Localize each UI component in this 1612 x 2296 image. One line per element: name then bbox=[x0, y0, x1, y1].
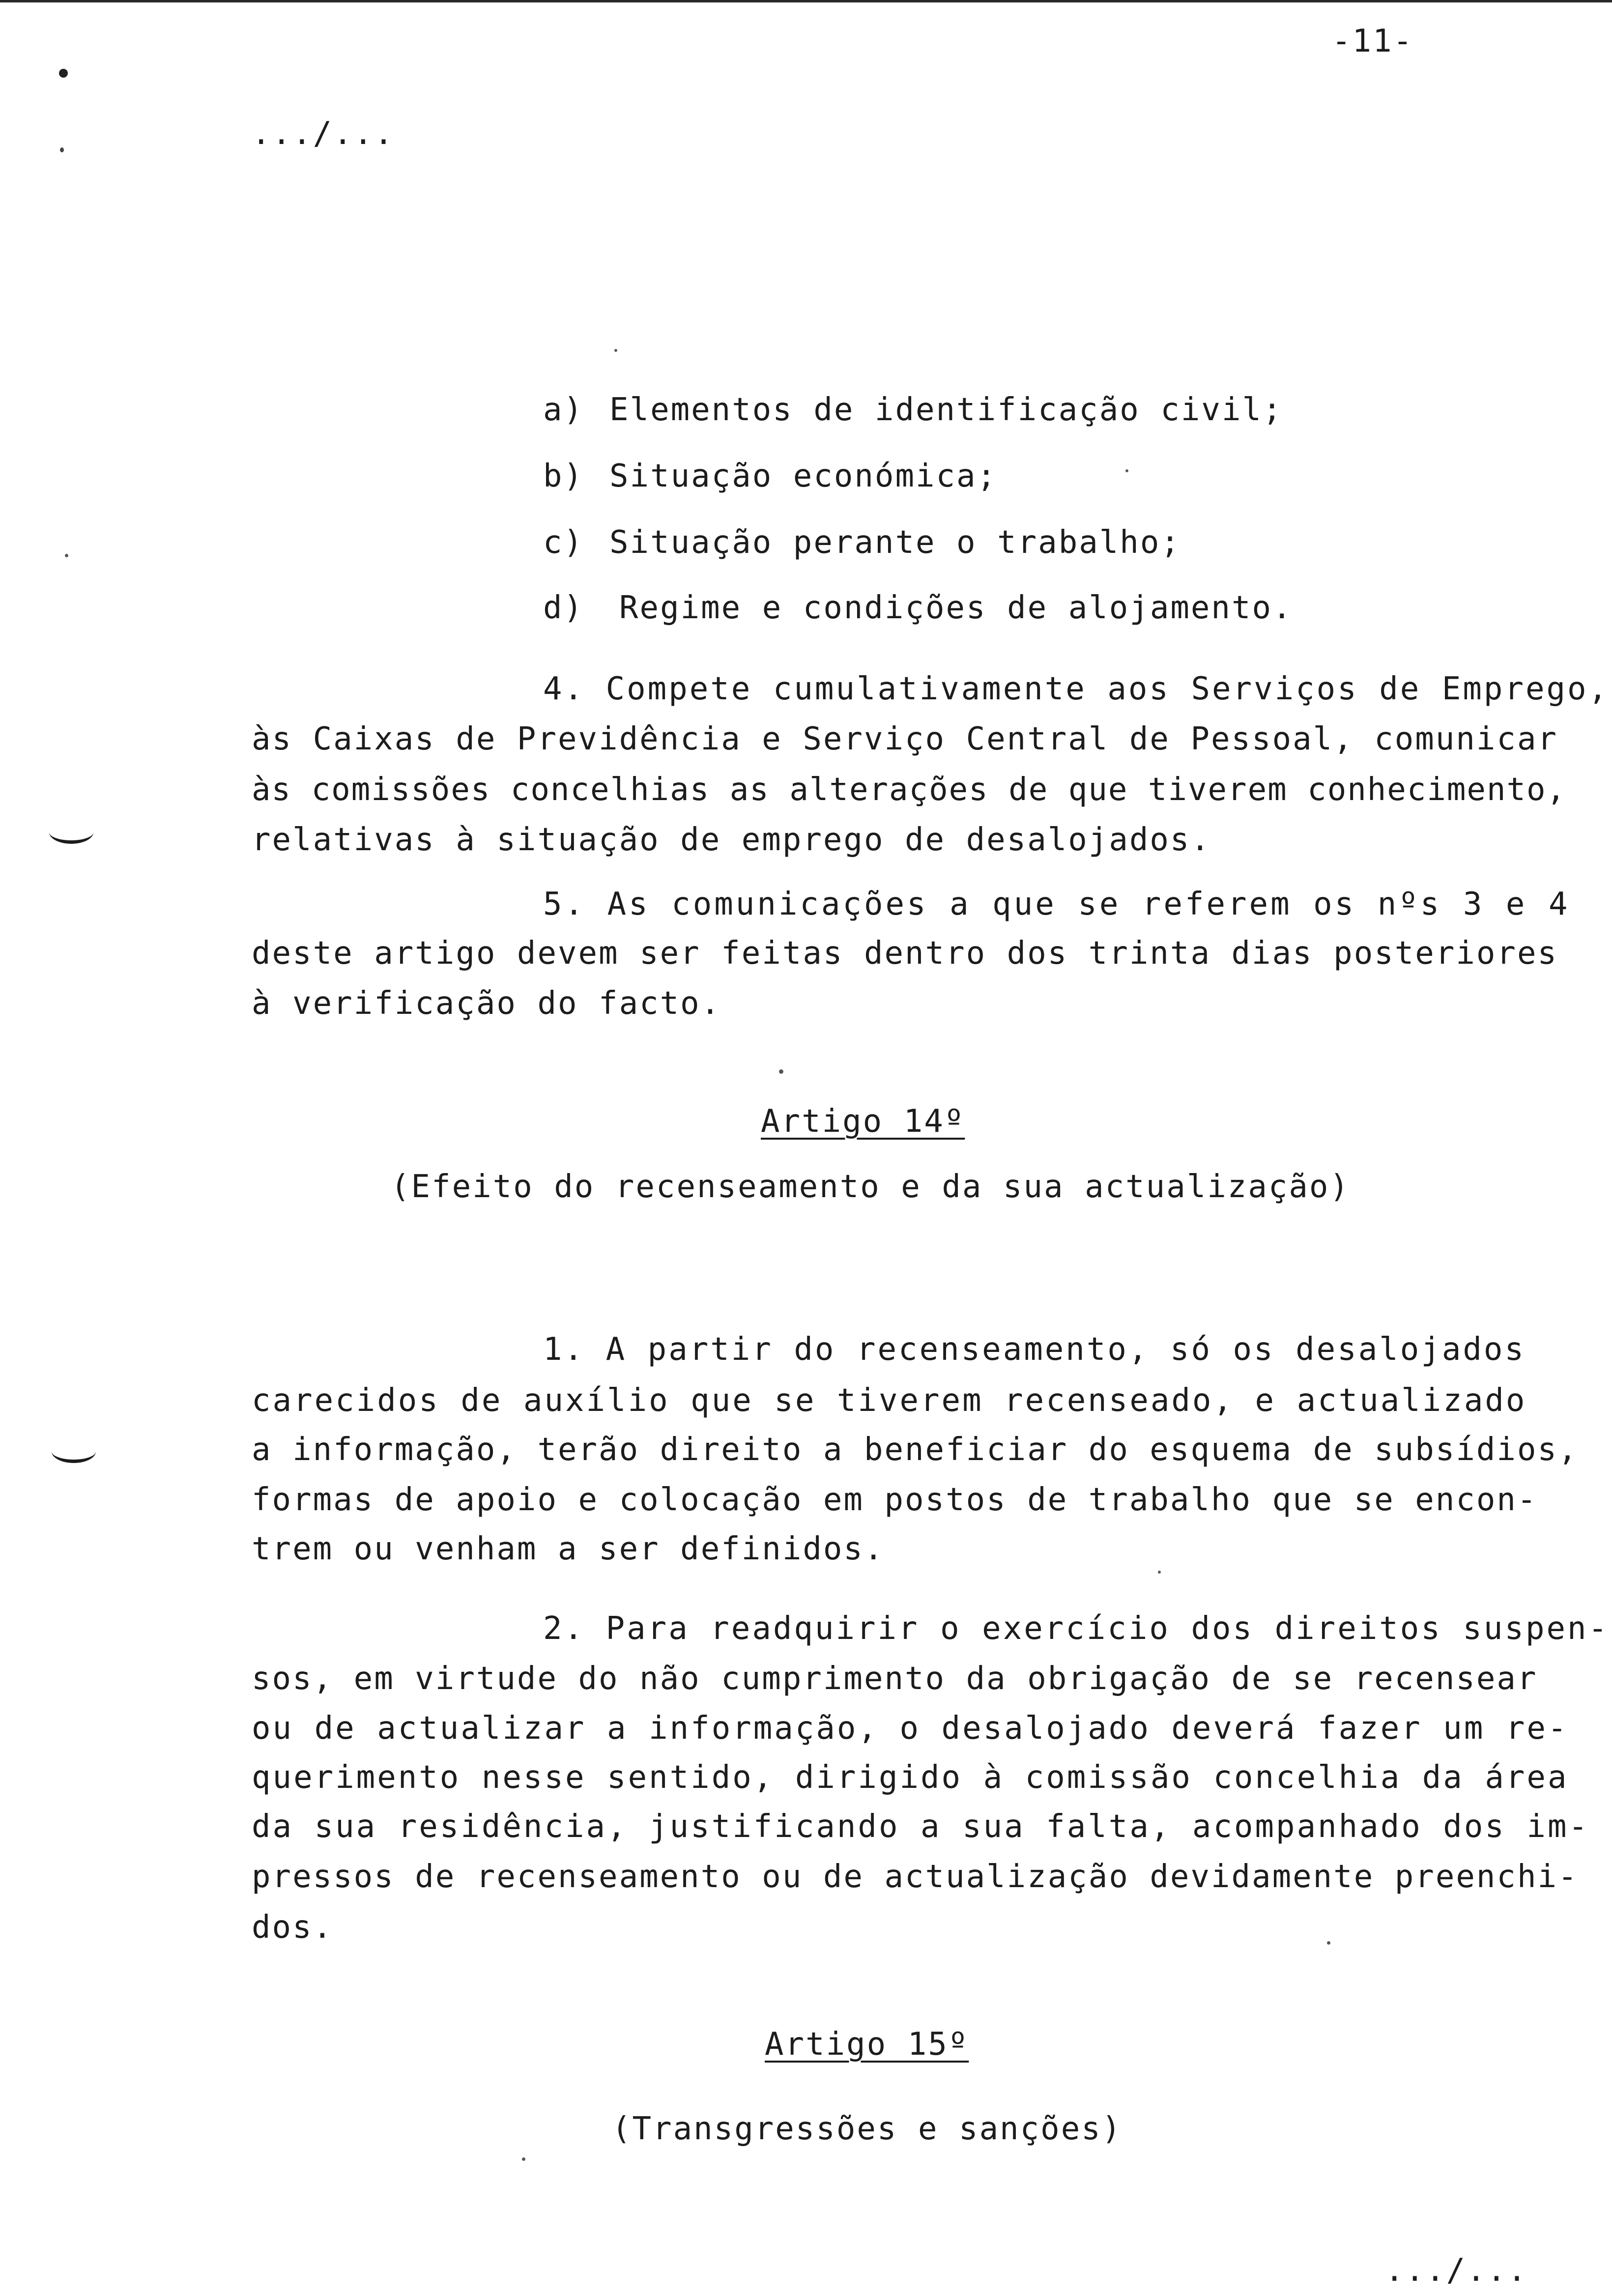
article-title: Artigo 15º bbox=[765, 2026, 969, 2063]
scan-speck bbox=[1158, 1571, 1161, 1574]
list-item-text: Elementos de identificação civil; bbox=[609, 392, 1283, 428]
paragraph-line: pressos de recenseamento ou de actualização devidamente preenchi- bbox=[252, 1859, 1579, 1895]
paragraph-line: 4. Compete cumulativamente aos Serviços de Emprego, bbox=[543, 671, 1610, 707]
paragraph-line: sos, em virtude do não cumprimento da obrigação de se recensear bbox=[252, 1661, 1538, 1697]
list-item-text: Situação perante o trabalho; bbox=[609, 524, 1181, 561]
scan-speck bbox=[614, 349, 617, 352]
paragraph-line: às comissões concelhias as alterações de que tiverem conhecimento, bbox=[252, 772, 1567, 808]
paragraph-line: às Caixas de Previdência e Serviço Central de Pessoal, comunicar bbox=[252, 721, 1558, 757]
list-item-marker: b) bbox=[543, 458, 584, 494]
list-item-text: Situação económica; bbox=[609, 458, 998, 494]
article-subtitle: (Transgressões e sanções) bbox=[612, 2111, 1123, 2147]
continuation-marker-bottom: .../... bbox=[1385, 2252, 1528, 2289]
paragraph-line: a informação, terão direito a beneficiar do esquema de subsídios, bbox=[252, 1432, 1579, 1468]
list-item-marker: d) bbox=[543, 590, 584, 626]
scan-speck bbox=[60, 147, 64, 152]
top-border-line bbox=[0, 0, 1612, 2]
scan-speck bbox=[522, 2157, 525, 2161]
list-item-marker: c) bbox=[543, 524, 584, 561]
paragraph-line: querimento nesse sentido, dirigido à comissão concelhia da área bbox=[252, 1759, 1569, 1796]
paragraph-line: formas de apoio e colocação em postos de trabalho que se encon- bbox=[252, 1482, 1538, 1518]
page-number: -11- bbox=[1332, 23, 1414, 59]
paragraph-line: relativas à situação de emprego de desalojados. bbox=[252, 822, 1211, 858]
binding-mark bbox=[49, 821, 93, 844]
article-title: Artigo 14º bbox=[761, 1103, 965, 1140]
scan-speck bbox=[1327, 1941, 1330, 1945]
paragraph-line: 1. A partir do recenseamento, só os desalojados bbox=[543, 1331, 1526, 1368]
paragraph-line: ou de actualizar a informação, o desalojado deverá fazer um re- bbox=[252, 1710, 1569, 1747]
paragraph-line: da sua residência, justificando a sua falta, acompanhado dos im- bbox=[252, 1808, 1589, 1845]
binding-mark bbox=[52, 1440, 96, 1463]
paragraph-line: 2. Para readquirir o exercício dos direitos suspen- bbox=[543, 1610, 1610, 1647]
scan-speck bbox=[779, 1069, 783, 1074]
paragraph-line: deste artigo devem ser feitas dentro dos trinta dias posteriores bbox=[252, 935, 1558, 972]
paragraph-line: dos. bbox=[252, 1909, 334, 1946]
list-item-marker: a) bbox=[543, 392, 584, 428]
binding-hole-dot bbox=[59, 69, 68, 78]
continuation-marker-top: .../... bbox=[252, 115, 395, 152]
paragraph-line: trem ou venham a ser definidos. bbox=[252, 1531, 885, 1567]
paragraph-line: à verificação do facto. bbox=[252, 985, 721, 1022]
scan-speck bbox=[65, 554, 68, 557]
paragraph-line: 5. As comunicações a que se referem os nºs 3 e 4 bbox=[543, 886, 1570, 922]
article-subtitle: (Efeito do recenseamento e da sua actualização) bbox=[391, 1169, 1350, 1205]
list-item-text: Regime e condições de alojamento. bbox=[619, 590, 1293, 626]
scan-speck bbox=[1125, 469, 1128, 472]
paragraph-line: carecidos de auxílio que se tiverem recenseado, e actualizado bbox=[252, 1382, 1527, 1419]
